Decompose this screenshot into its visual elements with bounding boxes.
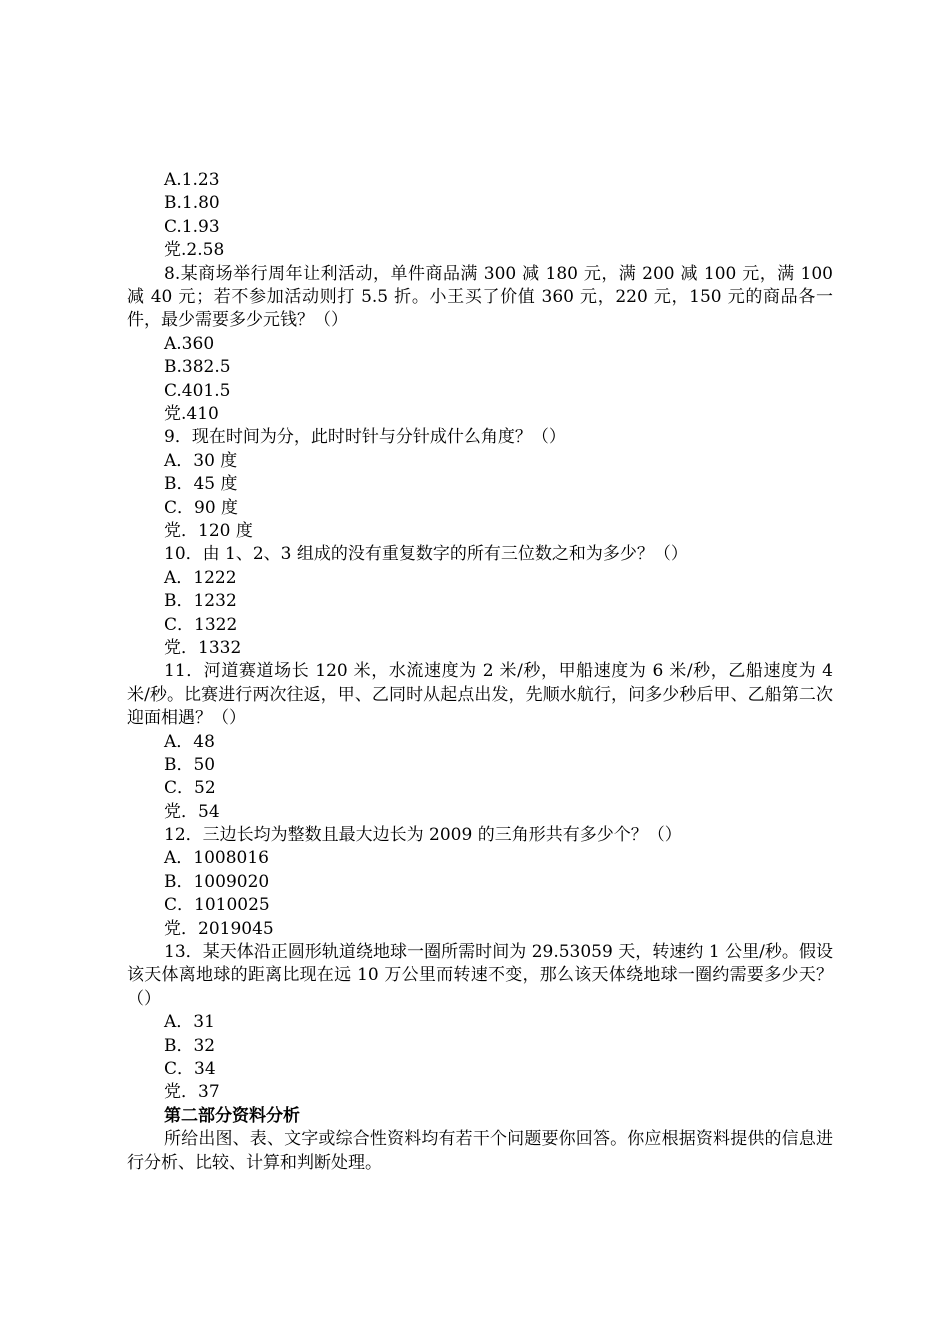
option-q8-a: A.360 [164, 333, 215, 354]
section-intro: 所给出图、表、文字或综合性资料均有若干个问题要你回答。你应根据资料提供的信息进行分析、比较、计算和判断处理。 [127, 1129, 833, 1173]
option-q13-b: B．32 [164, 1035, 216, 1056]
question-12: 12．三边长均为整数且最大边长为 2009 的三角形共有多少个？（） [164, 825, 682, 846]
option-q7-a: A.1.23 [164, 170, 220, 190]
option-q9-a: A．30 度 [164, 450, 238, 471]
option-q13-d: 党．37 [164, 1082, 220, 1103]
option-q8-d: 党.410 [164, 403, 219, 424]
option-q8-c: C.401.5 [164, 380, 231, 401]
option-q12-b: B．1009020 [164, 871, 270, 892]
option-q10-d: 党．1332 [164, 637, 242, 658]
option-q8-b: B.382.5 [164, 357, 231, 378]
option-q12-a: A．1008016 [164, 848, 269, 869]
section-heading: 第二部分资料分析 [164, 1105, 300, 1126]
option-q10-b: B．1232 [164, 591, 237, 612]
question-13: 13．某天体沿正圆形轨道绕地球一圈所需时间为 29.53059 天，转速约 1 公里/秒。假设该天体离地球的距离比现在远 10 万公里而转速不变，那么该天体绕地球一圈约需要多少天？（） [127, 942, 833, 1009]
option-q7-d: 党.2.58 [164, 240, 225, 261]
option-q13-c: C．34 [164, 1059, 216, 1080]
page-content [127, 169, 833, 1175]
question-10: 10．由 1、2、3 组成的没有重复数字的所有三位数之和为多少？（） [164, 544, 688, 565]
option-q9-b: B．45 度 [164, 474, 238, 495]
option-q10-a: A．1222 [164, 567, 237, 588]
option-q7-b: B.1.80 [164, 193, 220, 214]
option-q9-c: C．90 度 [164, 497, 239, 518]
option-q11-b: B．50 [164, 754, 216, 775]
option-q12-d: 党．2019045 [164, 918, 274, 939]
option-q12-c: C．1010025 [164, 895, 270, 916]
option-q11-c: C．52 [164, 778, 216, 799]
option-q7-c: C.1.93 [164, 216, 220, 237]
option-q11-a: A．48 [164, 731, 215, 752]
option-q11-d: 党．54 [164, 801, 220, 822]
question-9: 9．现在时间为分，此时时针与分针成什么角度？（） [164, 427, 566, 448]
question-11: 11．河道赛道场长 120 米，水流速度为 2 米/秒，甲船速度为 6 米/秒，乙船速度为 4 米/秒。比赛进行两次往返，甲、乙同时从起点出发，先顺水航行，问多少秒后甲、乙船第二次迎面相遇？（） [127, 661, 833, 729]
option-q13-a: A．31 [164, 1012, 215, 1033]
option-q9-d: 党．120 度 [164, 520, 253, 541]
question-8: 8.某商场举行周年让利活动，单件商品满 300 减 180 元，满 200 减 100 元，满 100 减 40 元；若不参加活动则打 5.5 折。小王买了价值 360 元，220 元，150 元的商品各一件，最少需要多少元钱？（） [127, 263, 833, 331]
option-q10-c: C．1322 [164, 614, 238, 635]
